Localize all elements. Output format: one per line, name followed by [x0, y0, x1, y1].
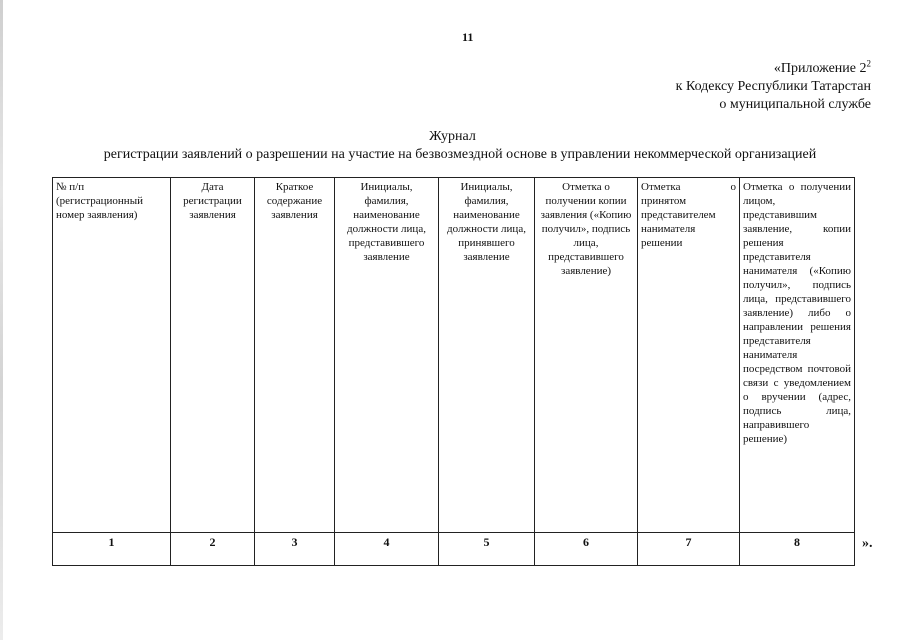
appendix-line-1: «Приложение $2^2$: [773, 58, 871, 76]
number-cell-6: 6: [535, 533, 638, 566]
journal-subtitle: регистрации заявлений о разрешении на участие на безвозмездной основе в управлении некоммерческой организацией: [103, 147, 817, 162]
number-cell-8: 8: [740, 533, 855, 566]
table-number-row: [53, 533, 855, 566]
header-cell-1: № п/п (регистрационный номер заявления): [53, 178, 171, 533]
appendix-superscript: 2: [866, 58, 871, 69]
page-number: 11: [462, 30, 474, 44]
scan-edge: [0, 0, 3, 640]
number-cell-7: 7: [638, 533, 740, 566]
header-cell-5: Инициалы, фамилия, наименование должности лица, принявшего заявление: [439, 178, 535, 533]
header-cell-3: Краткое содержание заявления: [255, 178, 335, 533]
appendix-line-2: к Кодексу Республики Татарстан: [675, 79, 871, 94]
header-cell-2: Дата регистрации заявления: [171, 178, 255, 533]
closing-quote-mark: ».: [862, 536, 873, 551]
header-cell-6: Отметка о получении копии заявления («Копию получил», подпись лица, представившего заявление): [535, 178, 638, 533]
header-cell-7: Отметка о принятом представителем нанимателя решении: [638, 178, 740, 533]
journal-title: Журнал: [429, 129, 476, 144]
registration-journal-table: [52, 177, 855, 566]
header-cell-4: Инициалы, фамилия, наименование должности лица, представившего заявление: [335, 178, 439, 533]
appendix-line-3: о муниципальной службе: [719, 97, 871, 112]
appendix-header: [676, 60, 871, 114]
number-cell-5: 5: [439, 533, 535, 566]
header-cell-8: Отметка о получении лицом, представившим заявление, копии решения представителя нанимателя («Копию получил», подпись лица, представившего заявление) либо о направлении решения представителя нанимателя посредством почтовой связи с уведомлением о вручении (адрес, подпись лица, направившего решение): [740, 178, 855, 533]
number-cell-3: 3: [255, 533, 335, 566]
number-cell-2: 2: [171, 533, 255, 566]
table-header-row: [53, 178, 855, 533]
number-cell-4: 4: [335, 533, 439, 566]
number-cell-1: 1: [53, 533, 171, 566]
